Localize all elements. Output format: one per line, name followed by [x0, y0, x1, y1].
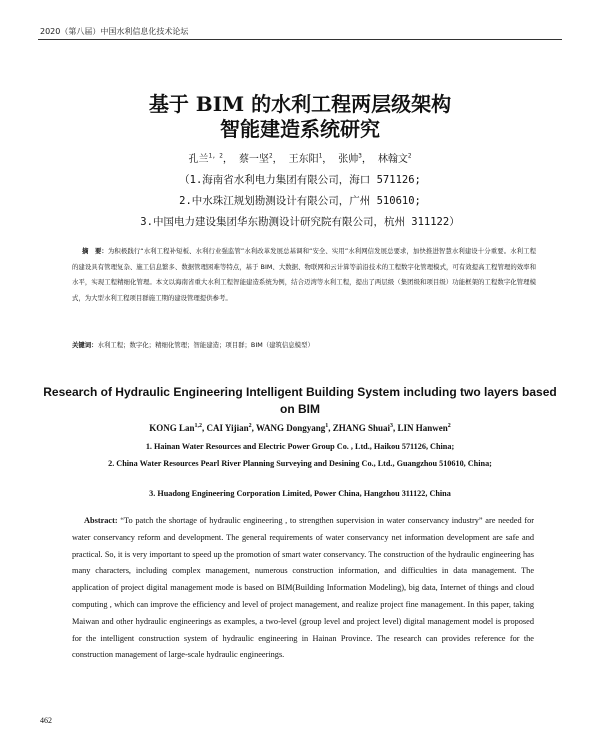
zh-abstract-text: 为积极践行“水利工程补短板、水利行业强监管”水利改革发展总基调和“安全、实用”水利网信发展总要求，加快推进智慧水利建设十分重要。水利工程的建设具有管理复杂、施工信息繁多、数据管理困难等特点，基于 BIM、大数据、物联网和云计算等前沿技术的工程数字化管理模式，可有效提高工程管理的效率和水平，实现工程精细化管理。本文以海南省重大水利工程智能建造系统为例，结合迈湾等水利工程，提出了两层级（集团级和项目级）功能框架的工程数字化管理模式，为大型水利工程项目群施工期的建设管理提供参考。 — [72, 247, 537, 302]
zh-author-sup: 3 — [358, 152, 362, 160]
zh-abstract-label: 摘 要： — [82, 247, 108, 255]
en-author-sep: , — [202, 423, 207, 433]
zh-author-sep: ， — [361, 154, 372, 165]
zh-affiliation-1: （1.海南省水利电力集团有限公司，海口 571126; — [179, 174, 421, 186]
en-author-sep: , — [251, 423, 256, 433]
zh-title-line-2: 智能建造系统研究 — [220, 117, 380, 141]
en-author-name: CAI Yijian — [206, 423, 249, 433]
zh-keywords-label: 关键词： — [72, 341, 98, 349]
zh-affiliation-2: 2.中水珠江规划勘测设计有限公司，广州 510610; — [179, 195, 421, 207]
en-abstract-label: Abstract: — [84, 516, 118, 525]
zh-author-name: 张帅 — [338, 154, 359, 165]
en-abstract-text: “To patch the shortage of hydraulic engineering , to strengthen supervision in water conservancy industry” are needed for water conservancy reform and development. The general requirements of water conservancy net information development are safe and practical. So, it is very important to speed up the promotion of smart water conservancy. The construction of the hydraulic engineering has many characters, including complex management, numerous construction information, and difficulties in data management. The application of project digital management mode is based on BIM(Building Information Modeling), big data, Internet of things and cloud computing , which can improve the efficiency and level of project management, and realize project fine management. In this paper, taking Maiwan and other hydraulic engineerings as examples, a two-level (group level and project level) digital management model is proposed for the intelligent construction system of hydraulic engineering in Hainan Province. The research can provides reference for the construction management of large-scale hydraulic engineerings. — [72, 516, 534, 660]
zh-authors — [40, 150, 560, 165]
en-author-sup: 2 — [248, 423, 252, 429]
zh-author-sup: 2 — [407, 152, 412, 160]
zh-abstract — [72, 244, 536, 306]
page-number: 462 — [40, 716, 52, 725]
zh-title — [40, 92, 560, 142]
zh-author-name: 蔡一坚 — [238, 154, 269, 165]
zh-author-sup: 2 — [268, 152, 273, 160]
en-author-sup: 3 — [389, 423, 393, 429]
zh-author-name: 林翰文 — [377, 154, 408, 165]
en-author-sup: 1 — [325, 423, 329, 429]
zh-author-sep: ， — [272, 154, 283, 165]
en-author-sep: , — [328, 423, 333, 433]
en-title: Research of Hydraulic Engineering Intelligent Building System including two layers based on BIM — [43, 385, 557, 416]
en-affiliation-3: 3. Huadong Engineering Corporation Limited, Power China, Hangzhou 311122, China — [149, 489, 451, 498]
en-author-name: KONG Lan — [149, 423, 195, 433]
zh-author-sep: ， — [222, 154, 233, 165]
zh-keywords — [72, 338, 536, 352]
en-author-sep: , — [392, 423, 398, 433]
zh-title-line-1: 基于 BIM 的水利工程两层级架构 — [148, 92, 452, 116]
en-author-sup: 1,2 — [194, 423, 202, 429]
zh-author-name: 王东阳 — [288, 154, 319, 165]
zh-author-sup: 1, 2 — [208, 152, 223, 160]
header-rule — [38, 39, 562, 40]
zh-author-sep: ， — [322, 154, 333, 165]
zh-affiliation-3: 3.中国电力建设集团华东勘测设计研究院有限公司，杭州 311122） — [140, 216, 460, 228]
en-author-name: WANG Dongyang — [255, 423, 326, 433]
en-authors — [40, 423, 560, 433]
en-abstract — [72, 513, 534, 664]
zh-author-name: 孔兰 — [188, 154, 209, 165]
en-author-sup: 2 — [447, 423, 451, 429]
en-author-name: ZHANG Shuai — [332, 423, 390, 433]
en-author-name: LIN Hanwen — [397, 423, 448, 433]
en-affiliation-1: 1. Hainan Water Resources and Electric Power Group Co. , Ltd., Haikou 571126, China; — [145, 442, 455, 451]
zh-keywords-text: 水利工程；数字化；精细化管理；智能建造；项目群；BIM（建筑信息模型） — [97, 341, 314, 349]
en-affiliation-2: 2. China Water Resources Pearl River Planning Surveying and Desining Co., Ltd., Guangzhou 510610, China; — [108, 459, 492, 468]
running-header: 2020（第八届）中国水利信息化技术论坛 — [40, 27, 189, 36]
zh-author-sup: 1 — [318, 152, 323, 160]
